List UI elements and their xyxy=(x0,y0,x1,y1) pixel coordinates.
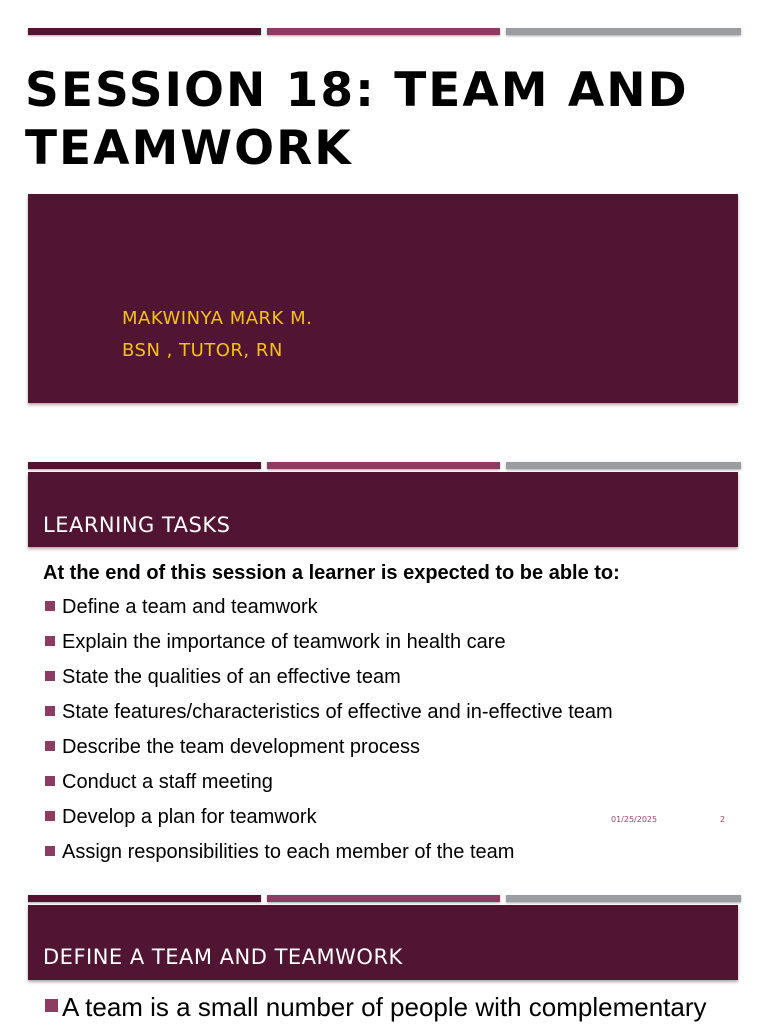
stripe-mid xyxy=(267,895,500,902)
list-item: State features/characteristics of effective and in-effective team xyxy=(44,701,613,736)
bullet-square-icon xyxy=(45,846,55,856)
bullet-square-icon xyxy=(45,999,58,1012)
slide1-top-stripes xyxy=(28,28,741,35)
author-panel xyxy=(28,194,738,403)
learning-intro: At the end of this session a learner is expected to be able to: xyxy=(43,562,620,584)
stripe-dark xyxy=(28,462,261,469)
stripe-dark xyxy=(28,895,261,902)
team-definition-bullet: A team is a small number of people with complementary xyxy=(44,992,707,1023)
list-item: Explain the importance of teamwork in health care xyxy=(44,631,613,666)
stripe-gray xyxy=(506,28,741,35)
bullet-square-icon xyxy=(45,671,55,681)
list-item: Describe the team development process xyxy=(44,736,613,771)
slide-page-number: 2 xyxy=(720,815,726,824)
list-item: Develop a plan for teamwork xyxy=(44,806,613,841)
section-heading: LEARNING TASKS xyxy=(43,513,231,537)
bullet-square-icon xyxy=(45,776,55,786)
list-item: Conduct a staff meeting xyxy=(44,771,613,806)
learning-tasks-header xyxy=(28,472,738,547)
list-item: State the qualities of an effective team xyxy=(44,666,613,701)
learning-tasks-list xyxy=(44,596,613,876)
define-team-header xyxy=(28,905,738,980)
author-credentials: BSN , TUTOR, RN xyxy=(122,340,283,361)
slide3-top-stripes xyxy=(28,895,741,902)
slide1-title: SESSION 18: TEAM AND TEAMWORK xyxy=(25,63,689,176)
stripe-gray xyxy=(506,895,741,902)
bullet-square-icon xyxy=(45,811,55,821)
author-name: MAKWINYA MARK M. xyxy=(122,308,313,329)
section-heading: DEFINE A TEAM AND TEAMWORK xyxy=(43,945,403,969)
bullet-square-icon xyxy=(45,601,55,611)
stripe-gray xyxy=(506,462,741,469)
slide2-top-stripes xyxy=(28,462,741,469)
list-item: Assign responsibilities to each member of the team xyxy=(44,841,613,876)
stripe-mid xyxy=(267,28,500,35)
list-item: Define a team and teamwork xyxy=(44,596,613,631)
stripe-mid xyxy=(267,462,500,469)
stripe-dark xyxy=(28,28,261,35)
bullet-square-icon xyxy=(45,706,55,716)
bullet-square-icon xyxy=(45,636,55,646)
slide-footer-date: 01/25/2025 xyxy=(611,815,658,824)
bullet-square-icon xyxy=(45,741,55,751)
